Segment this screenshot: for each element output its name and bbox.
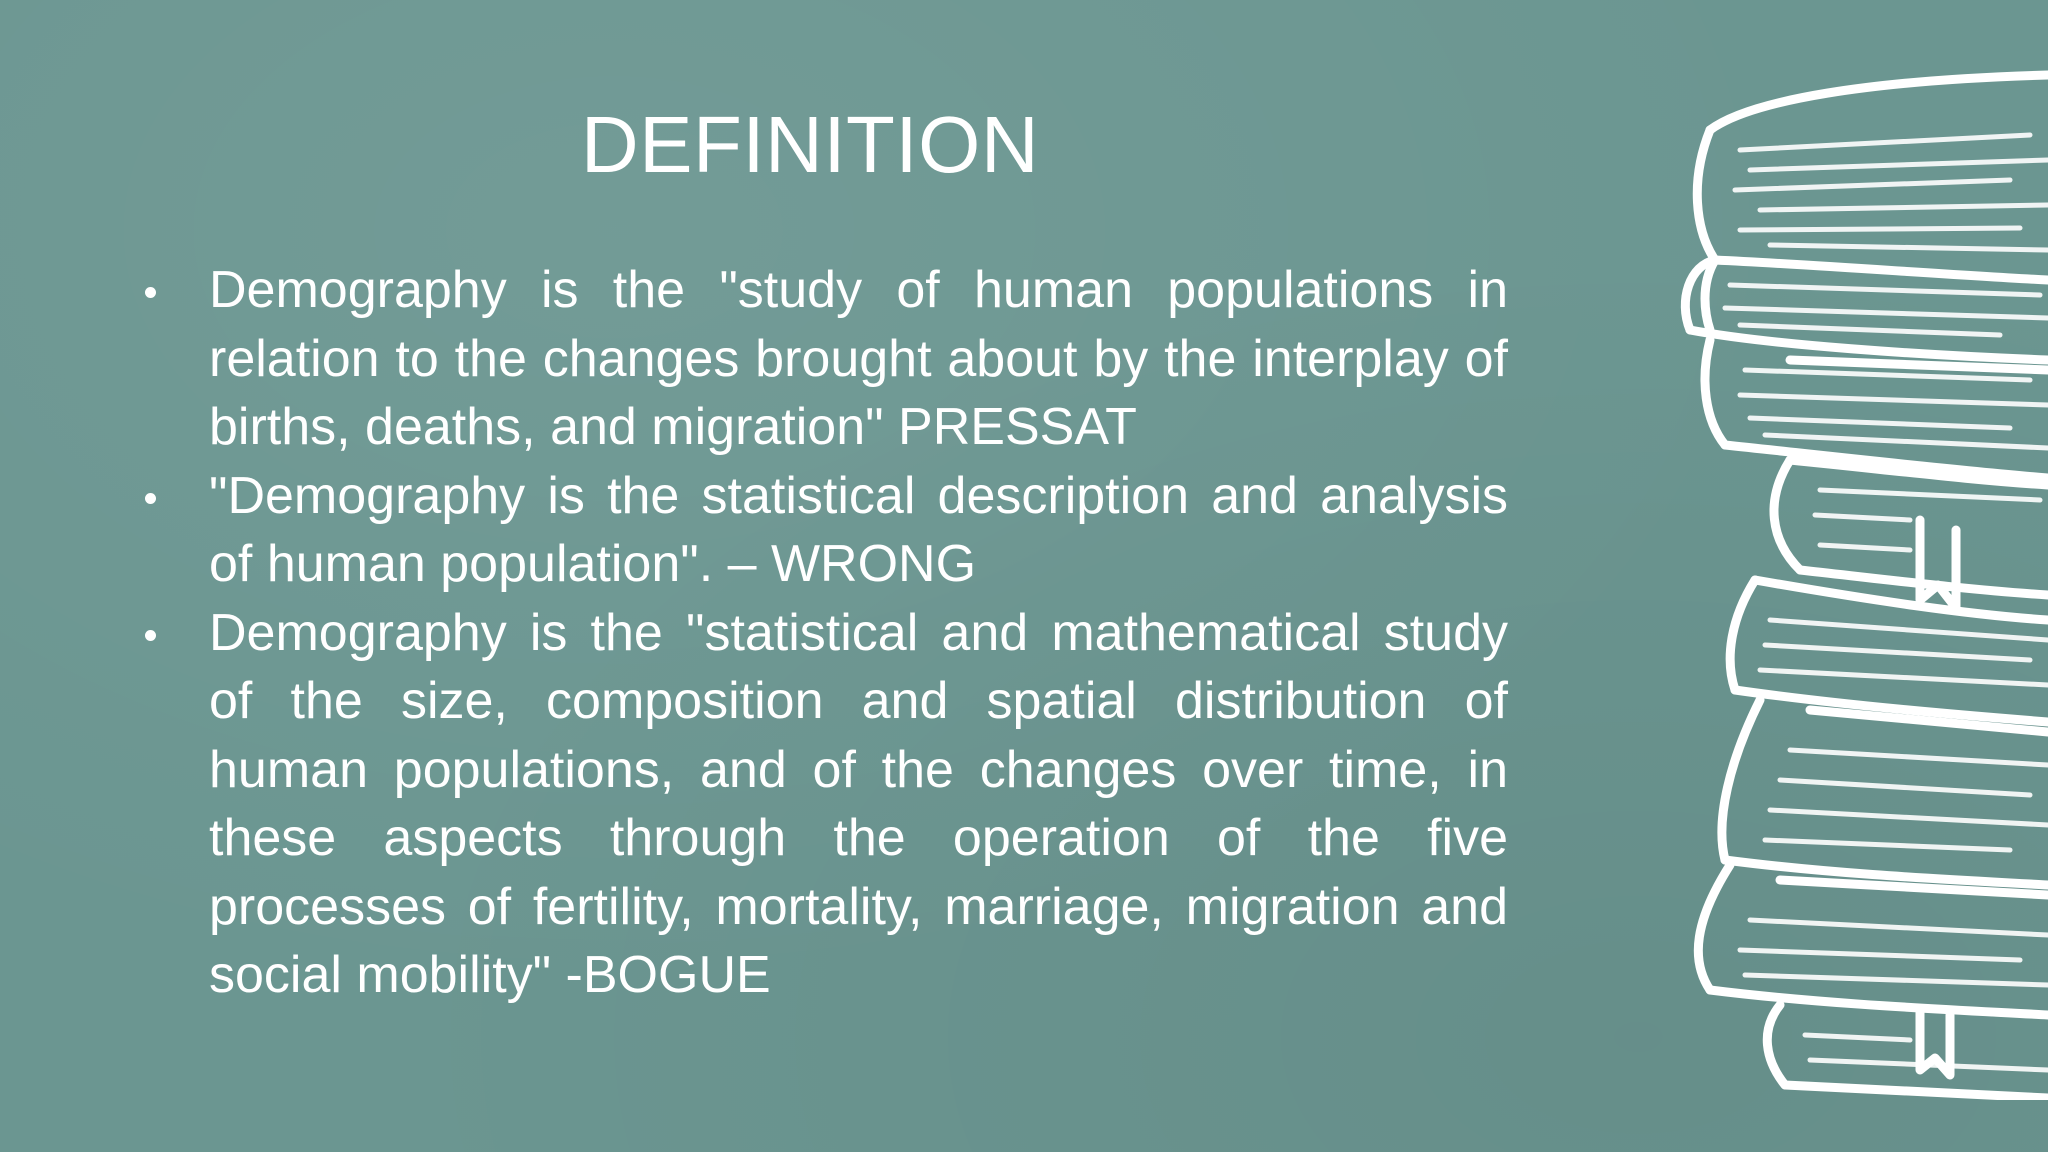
bullet-list [140,256,1508,1010]
bullet-item [140,599,1508,1010]
stack-of-books-illustration [1670,60,2048,1100]
bullet-text: Demography is the "statistical and mathematical study of the size, composition and spatial distribution of human populations, and of the changes over time, in these aspects through the operation of the five processes of fertility, mortality, marriage, migration and social mobility" -BOGUE [209,603,1508,1004]
bullet-item [140,256,1508,462]
bullet-text: "Demography is the statistical description and analysis of human population". – WRONG [209,466,1508,593]
bullet-dot-icon [145,630,156,641]
bullet-item [140,462,1508,599]
bullet-text: Demography is the "study of human populations in relation to the changes brought about by the interplay of births, deaths, and migration" PRESSAT [209,261,1508,456]
slide-title: DEFINITION [580,100,1040,189]
bullet-dot-icon [145,287,156,298]
bullet-dot-icon [145,493,156,504]
